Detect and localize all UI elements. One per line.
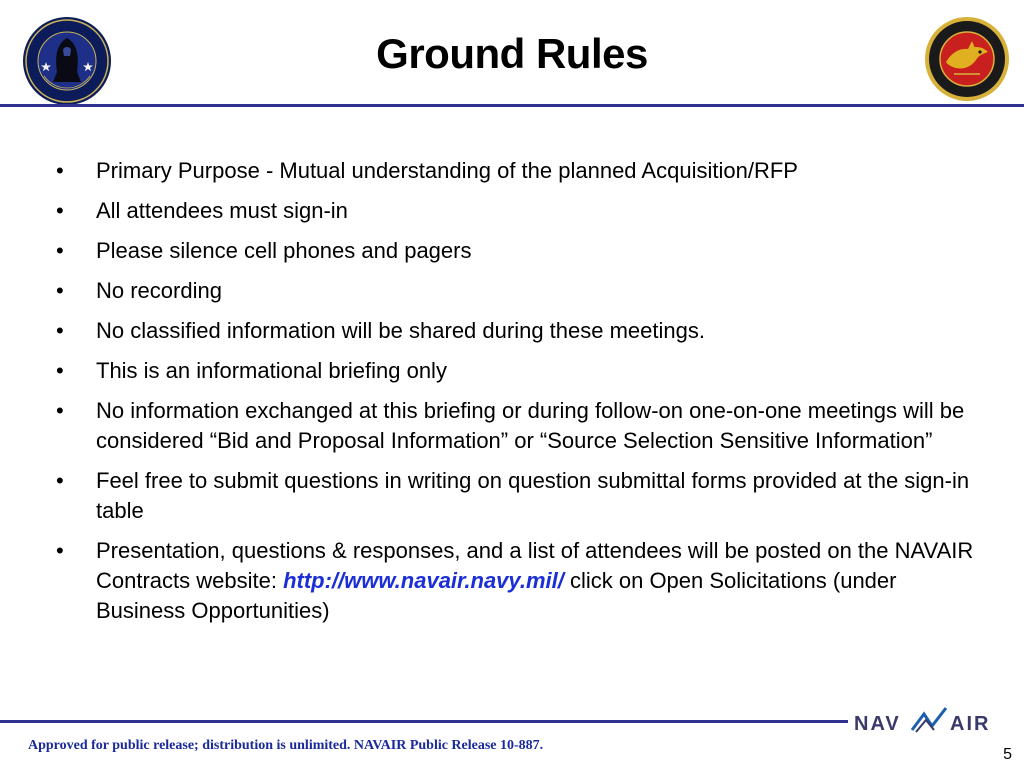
list-item-text: No recording <box>96 278 222 303</box>
bullet-marker: • <box>56 468 64 493</box>
list-item-text: Primary Purpose - Mutual understanding of the planned Acquisition/RFP <box>96 158 798 183</box>
footer-divider <box>0 720 848 723</box>
bullet-marker: • <box>56 538 64 563</box>
list-item <box>56 276 976 306</box>
bullet-marker: • <box>56 318 64 343</box>
list-item <box>56 316 976 346</box>
svg-text:AIR: AIR <box>950 713 991 735</box>
bullet-list <box>56 156 976 636</box>
page-title: Ground Rules <box>376 30 648 77</box>
list-item-text: This is an informational briefing only <box>96 358 447 383</box>
list-item-text: Feel free to submit questions in writing on question submittal forms provided at the sign-in table <box>96 468 970 523</box>
page-number: 5 <box>1003 746 1012 763</box>
list-item-text-after: click on Open Solicitations (under Business Opportunities) <box>96 568 897 623</box>
list-item <box>56 156 976 186</box>
list-item <box>56 356 976 386</box>
list-item <box>56 396 976 456</box>
bullet-marker: • <box>56 278 64 303</box>
list-item <box>56 236 976 266</box>
navy-marine-corps-tactical-uav-seal-icon <box>924 16 1010 102</box>
title-divider <box>0 104 1024 107</box>
list-item-text: No classified information will be shared during these meetings. <box>96 318 705 343</box>
bullet-marker: • <box>56 238 64 263</box>
list-item-text: No information exchanged at this briefing or during follow-on one-on-one meetings will be considered “Bid and Proposal Information” or “Source Selection Sensitive Information” <box>96 398 965 453</box>
bullet-marker: • <box>56 398 64 423</box>
list-item <box>56 466 976 526</box>
list-item <box>56 536 976 626</box>
navair-website-link[interactable]: http://www.navair.navy.mil/ <box>283 568 564 593</box>
svg-text:NAV: NAV <box>854 713 901 735</box>
bullet-marker: • <box>56 158 64 183</box>
release-statement: Approved for public release; distribution is unlimited. NAVAIR Public Release 10-887. <box>28 738 544 753</box>
list-item-text: Please silence cell phones and pagers <box>96 238 472 263</box>
list-item-text-before: Presentation, questions & responses, and a list of attendees will be posted on the NAVAIR Contracts website: <box>96 538 974 593</box>
list-item-text: All attendees must sign-in <box>96 198 348 223</box>
navair-logo-icon <box>852 706 1020 736</box>
bullet-marker: • <box>56 198 64 223</box>
list-item <box>56 196 976 226</box>
bullet-marker: • <box>56 358 64 383</box>
